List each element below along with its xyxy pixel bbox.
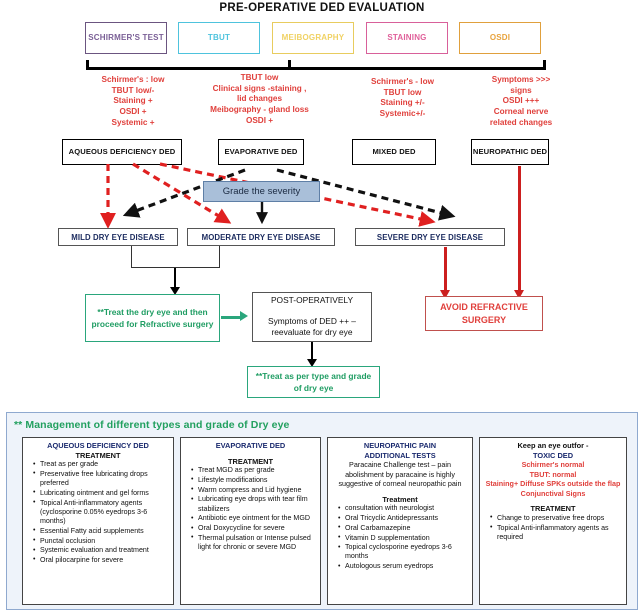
col-evaporative-subheading: TREATMENT bbox=[227, 456, 274, 466]
criteria-evaporative-l0: TBUT low bbox=[240, 73, 279, 82]
col-toxic-red-2: Staining+ Diffuse SPKs outside the flap bbox=[485, 479, 621, 489]
test-box-tbut-label: TBUT bbox=[207, 33, 231, 43]
col-neuropathic-note: Paracaine Challenge test – pain abolishment by paracaine is highly suggestive of corneal neuropathic pain bbox=[338, 460, 462, 489]
criteria-evaporative-l2: lid changes bbox=[236, 94, 283, 104]
criteria-mixed-l1: TBUT low bbox=[383, 87, 422, 97]
list-item: • Antibiotic eye ointment for the MGD bbox=[192, 514, 317, 523]
test-box-tbut[interactable] bbox=[178, 22, 260, 54]
list-item: • Warm compress and Lid hygiene bbox=[192, 486, 317, 495]
bracket-tick-mid bbox=[288, 60, 291, 69]
management-column-aqueous[interactable] bbox=[22, 437, 174, 605]
severity-box-moderate[interactable] bbox=[187, 228, 335, 246]
criteria-aqueous-l3: OSDI + bbox=[119, 106, 147, 116]
grade-severity-label: Grade the severity bbox=[222, 186, 301, 197]
list-item: • Lifestyle modifications bbox=[192, 476, 317, 485]
severity-box-mild[interactable] bbox=[58, 228, 178, 246]
list-item: • Change to preservative free drops bbox=[491, 514, 623, 523]
test-box-osdi[interactable] bbox=[459, 22, 541, 54]
severity-box-severe[interactable] bbox=[355, 228, 505, 246]
ded-box-mixed-label: MIXED DED bbox=[372, 147, 416, 157]
criteria-neuropathic-l4: related changes bbox=[489, 117, 553, 127]
criteria-evaporative-l3: Meibography - gland loss bbox=[210, 104, 309, 114]
test-box-staining-label: STAINING bbox=[387, 33, 427, 43]
criteria-mixed-l2: Staining +/- bbox=[380, 98, 425, 108]
test-box-osdi-label: OSDI bbox=[489, 33, 511, 43]
list-item: • Lubricating ointment and gel forms bbox=[34, 489, 170, 498]
col-toxic-red-0: Schirmer's normal bbox=[521, 460, 585, 470]
col-neuropathic-heading: NEUROPATHIC PAIN bbox=[363, 441, 437, 450]
criteria-aqueous-l2: Staining + bbox=[113, 96, 153, 106]
arrow-line-severe-to-avoid bbox=[444, 247, 447, 292]
col-toxic-subheading: TOXIC DED bbox=[532, 450, 574, 460]
treat-dry-eye-label: **Treat the dry eye and then proceed for Refractive surgery bbox=[91, 306, 214, 329]
arrow-line-neuropathic-to-avoid bbox=[518, 166, 521, 292]
col-aqueous-bullets bbox=[26, 460, 170, 565]
ded-box-neuropathic-label: NEUROPATHIC DED bbox=[472, 147, 548, 157]
criteria-aqueous-l4: Systemic + bbox=[111, 117, 155, 127]
list-item: • Treat MGD as per grade bbox=[192, 466, 317, 475]
criteria-evaporative-l4: OSDI + bbox=[245, 115, 274, 125]
list-item: • Oral pilocarpine for severe bbox=[34, 556, 170, 565]
arrow-line-postop-to-treat-type bbox=[311, 342, 313, 360]
list-item: • Punctal occlusion bbox=[34, 537, 170, 546]
criteria-mixed-l0: Schirmer's - low bbox=[371, 77, 434, 86]
grade-severity-box[interactable] bbox=[203, 181, 320, 202]
list-item: • Oral Tricyclic Antidepressants bbox=[339, 514, 469, 523]
ded-box-aqueous-label: AQUEOUS DEFICIENCY DED bbox=[68, 147, 176, 157]
col-neuropathic-treatment-label: Treatment bbox=[382, 494, 418, 504]
bracket-tick-left bbox=[86, 60, 89, 69]
criteria-neuropathic-l1: signs bbox=[510, 85, 532, 95]
list-item: • Thermal pulsation or Intense pulsed light for chronic or severe MGD bbox=[192, 534, 317, 552]
col-aqueous-heading: AQUEOUS DEFICIENCY DED bbox=[47, 441, 149, 450]
treat-dry-eye-box[interactable] bbox=[85, 294, 220, 342]
col-toxic-red-3: Conjunctival Signs bbox=[520, 488, 586, 498]
test-box-schirmers-label: SCHIRMER'S TEST bbox=[88, 33, 164, 43]
col-neuropathic-bullets bbox=[331, 504, 469, 571]
col-evaporative-bullets bbox=[184, 466, 317, 552]
list-item: • Autologous serum eyedrops bbox=[339, 562, 469, 571]
arrow-head-treat-to-postop bbox=[240, 311, 248, 321]
arrow-line-treat-to-postop bbox=[221, 316, 241, 319]
list-item: • Topical cyclosporine eyedrops 3-6 months bbox=[339, 543, 469, 561]
management-column-toxic[interactable] bbox=[479, 437, 627, 605]
list-item: • Systemic evaluation and treatment bbox=[34, 546, 170, 555]
list-item: • Preservative free lubricating drops preferred bbox=[34, 470, 170, 488]
col-evaporative-heading: EVAPORATIVE DED bbox=[215, 441, 286, 450]
criteria-neuropathic bbox=[466, 75, 576, 128]
criteria-aqueous-l0: Schirmer's : low bbox=[101, 75, 165, 84]
criteria-mixed-l3: Systemic+/- bbox=[379, 108, 426, 118]
severity-box-severe-label: SEVERE DRY EYE DISEASE bbox=[376, 232, 484, 242]
criteria-evaporative bbox=[192, 73, 327, 126]
col-toxic-heading: Keep an eye outfor - bbox=[517, 441, 589, 450]
list-item: • Oral Carbamazepine bbox=[339, 524, 469, 533]
col-neuropathic-subheading: ADDITIONAL TESTS bbox=[364, 450, 436, 460]
criteria-neuropathic-l2: OSDI +++ bbox=[502, 96, 540, 106]
list-item: • Topical Anti-inflammatory agents as required bbox=[491, 524, 623, 542]
col-toxic-bullets bbox=[483, 514, 623, 542]
criteria-evaporative-l1: Clinical signs -staining , bbox=[212, 83, 307, 93]
merge-connector-mild-moderate bbox=[131, 246, 220, 268]
test-box-staining[interactable] bbox=[366, 22, 448, 54]
arrow-line-to-treat-box bbox=[174, 268, 176, 288]
post-operatively-title: POST-OPERATIVELY bbox=[270, 295, 354, 306]
ded-box-evaporative-label: EVAPORATIVE DED bbox=[224, 147, 298, 157]
bracket-tick-right bbox=[543, 60, 546, 69]
criteria-aqueous bbox=[78, 75, 188, 128]
severity-box-moderate-label: MODERATE DRY EYE DISEASE bbox=[201, 232, 321, 242]
avoid-refractive-surgery-label: AVOID REFRACTIVE SURGERY bbox=[440, 302, 528, 325]
list-item: • Vitamin D supplementation bbox=[339, 534, 469, 543]
post-operatively-box[interactable] bbox=[252, 292, 372, 342]
management-panel-title: ** Management of different types and grade of Dry eye bbox=[14, 419, 290, 431]
avoid-refractive-surgery-box[interactable] bbox=[425, 296, 543, 331]
criteria-aqueous-l1: TBUT low/- bbox=[111, 85, 155, 95]
list-item: • Essential Fatty acid supplements bbox=[34, 527, 170, 536]
list-item: • consultation with neurologist bbox=[339, 504, 469, 513]
criteria-mixed bbox=[350, 77, 455, 120]
list-item: • Treat as per grade bbox=[34, 460, 170, 469]
criteria-neuropathic-l3: Corneal nerve bbox=[493, 106, 549, 116]
bracket-horizontal bbox=[86, 67, 546, 70]
treat-as-per-type-box[interactable] bbox=[247, 366, 380, 398]
treat-as-per-type-label: **Treat as per type and grade of dry eye bbox=[255, 370, 372, 393]
severity-box-mild-label: MILD DRY EYE DISEASE bbox=[71, 232, 165, 242]
col-toxic-red-1: TBUT: normal bbox=[529, 469, 577, 479]
management-column-neuropathic[interactable] bbox=[327, 437, 473, 605]
page-title: PRE-OPERATIVE DED EVALUATION bbox=[219, 2, 425, 14]
list-item: • Oral Doxycycline for severe bbox=[192, 524, 317, 533]
test-box-schirmers[interactable] bbox=[85, 22, 167, 54]
col-aqueous-subheading: TREATMENT bbox=[75, 450, 121, 460]
management-column-evaporative[interactable] bbox=[180, 437, 321, 605]
test-box-meibography[interactable] bbox=[272, 22, 354, 54]
col-toxic-treatment-label: TREATMENT bbox=[530, 504, 576, 514]
post-operatively-body: Symptoms of DED ++ – reevaluate for dry eye bbox=[268, 315, 356, 338]
list-item: • Lubricating eye drops with tear film stabilizers bbox=[192, 495, 317, 513]
list-item: • Topical Anti-inflammatory agents (cyclosporine 0.05% eyedrops 3-6 months) bbox=[34, 499, 170, 527]
test-box-meibography-label: MEIBOGRAPHY bbox=[281, 33, 345, 43]
criteria-neuropathic-l0: Symptoms >>> bbox=[491, 75, 551, 84]
